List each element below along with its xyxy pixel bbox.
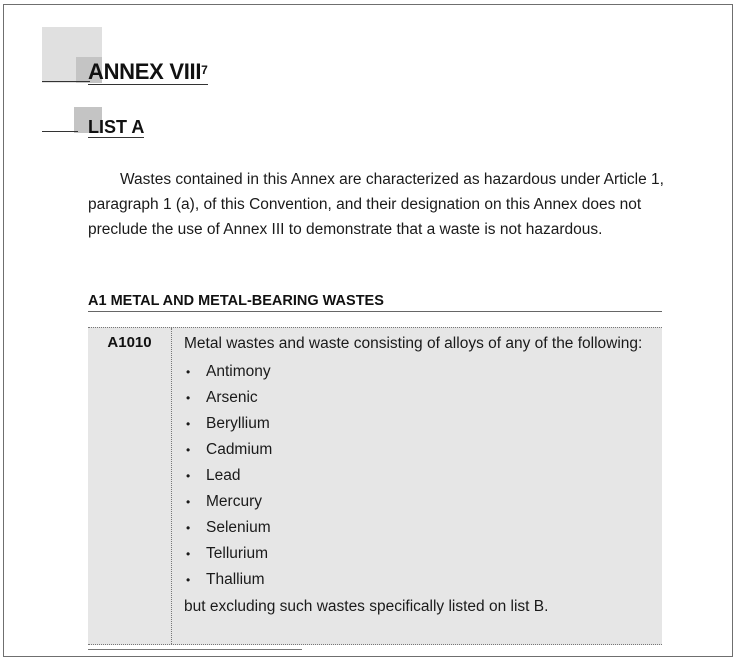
bullet-icon: •: [186, 547, 191, 561]
list-item: [184, 463, 654, 489]
heading-rule-secondary: [42, 131, 78, 132]
entry-content: [184, 333, 654, 619]
list-item: [184, 385, 654, 411]
list-item-label: Lead: [206, 467, 241, 484]
bullet-icon: •: [186, 391, 191, 405]
entry-exclusion: but excluding such wastes specifically listed on list B.: [184, 598, 549, 615]
list-item: [184, 437, 654, 463]
list-item: [184, 411, 654, 437]
intro-paragraph: Wastes contained in this Annex are characterized as hazardous under Article 1, paragraph 1 (a), of this Convention, and their designation on this Annex does not preclude the use of Annex III to demonstrate that a waste is not hazardous.: [88, 171, 664, 238]
list-item-label: Antimony: [206, 363, 271, 380]
footnote-marker[interactable]: 7: [201, 63, 208, 77]
list-item: [184, 541, 654, 567]
section-heading: A1 METAL AND METAL-BEARING WASTES: [88, 291, 662, 312]
list-item: [184, 515, 654, 541]
list-item-label: Mercury: [206, 493, 262, 510]
list-item: [184, 567, 654, 593]
annex-title-text: ANNEX VIII: [88, 59, 202, 84]
bullet-icon: •: [186, 521, 191, 535]
bullet-icon: •: [186, 573, 191, 587]
footnote-separator: [88, 649, 302, 650]
bullet-icon: •: [186, 495, 191, 509]
document-page: [3, 4, 733, 657]
list-item: [184, 359, 654, 385]
list-title: LIST A: [88, 117, 145, 137]
bullet-icon: •: [186, 365, 191, 379]
list-item-label: Tellurium: [206, 545, 269, 562]
list-item-label: Beryllium: [206, 415, 270, 432]
list-item: [184, 489, 654, 515]
list-item-label: Cadmium: [206, 441, 273, 458]
entry-code: A1010: [88, 328, 172, 644]
bullet-icon: •: [186, 417, 191, 431]
bullet-icon: •: [186, 443, 191, 457]
bullet-icon: •: [186, 469, 191, 483]
list-item-label: Thallium: [206, 571, 265, 588]
metal-list: [184, 359, 654, 593]
list-item-label: Selenium: [206, 519, 271, 536]
heading-rule: [42, 81, 90, 82]
list-item-label: Arsenic: [206, 389, 258, 406]
waste-entry-table: [88, 327, 662, 645]
entry-description: Metal wastes and waste consisting of alloys of any of the following:: [184, 335, 643, 352]
annex-title: [88, 60, 208, 85]
